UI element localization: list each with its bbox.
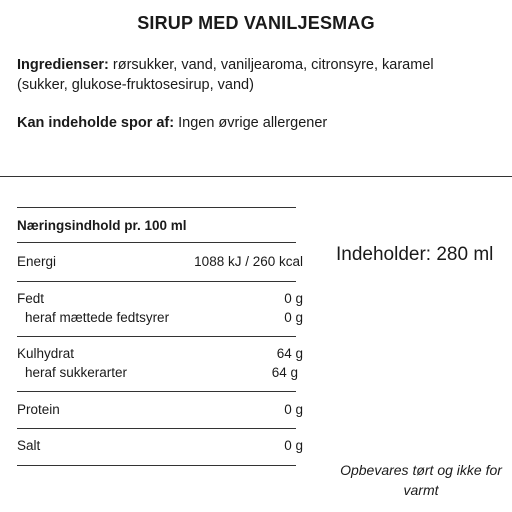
- table-rule: [17, 281, 296, 282]
- table-rule: [17, 428, 296, 429]
- allergens-text: [17, 113, 487, 133]
- table-rule-bottom: [17, 465, 296, 466]
- ingredients-label: Ingredienser:: [17, 57, 109, 73]
- sugars-value: 64 g: [271, 365, 298, 380]
- fat-label: Fedt: [17, 291, 45, 306]
- table-rule: [17, 242, 296, 243]
- salt-label: Salt: [17, 438, 41, 453]
- energy-label: Energi: [17, 254, 57, 269]
- table-rule: [17, 336, 296, 337]
- storage-instructions: Opbevares tørt og ikke for varmt: [340, 462, 502, 498]
- carbs-value: 64 g: [276, 346, 303, 361]
- protein-label: Protein: [17, 402, 60, 417]
- allergens-value: Ingen øvrige allergener: [174, 115, 328, 131]
- ingredients-text: [17, 55, 487, 95]
- allergens-label: Kan indeholde spor af:: [17, 115, 175, 131]
- carbs-label: Kulhydrat: [17, 346, 75, 361]
- section-divider: [0, 176, 512, 177]
- protein-value: 0 g: [284, 402, 303, 417]
- nutrition-header: Næringsindhold pr. 100 ml: [17, 218, 187, 233]
- ingredients-list: rørsukker, vand, vaniljearoma, citronsyre, karamel (sukker, glukose-fruktosesirup, vand): [17, 57, 434, 93]
- saturated-value: 0 g: [284, 310, 303, 325]
- sugars-label: heraf sukkerarter: [25, 365, 128, 380]
- table-rule: [17, 391, 296, 392]
- table-rule-top: [17, 207, 296, 208]
- saturated-label: heraf mættede fedtsyrer: [25, 310, 170, 325]
- salt-value: 0 g: [284, 438, 303, 453]
- product-title: SIRUP MED VANILJESMAG: [137, 13, 375, 33]
- fat-value: 0 g: [284, 291, 303, 306]
- contents-volume: Indeholder: 280 ml: [336, 244, 494, 265]
- energy-value: 1088 kJ / 260 kcal: [194, 254, 303, 269]
